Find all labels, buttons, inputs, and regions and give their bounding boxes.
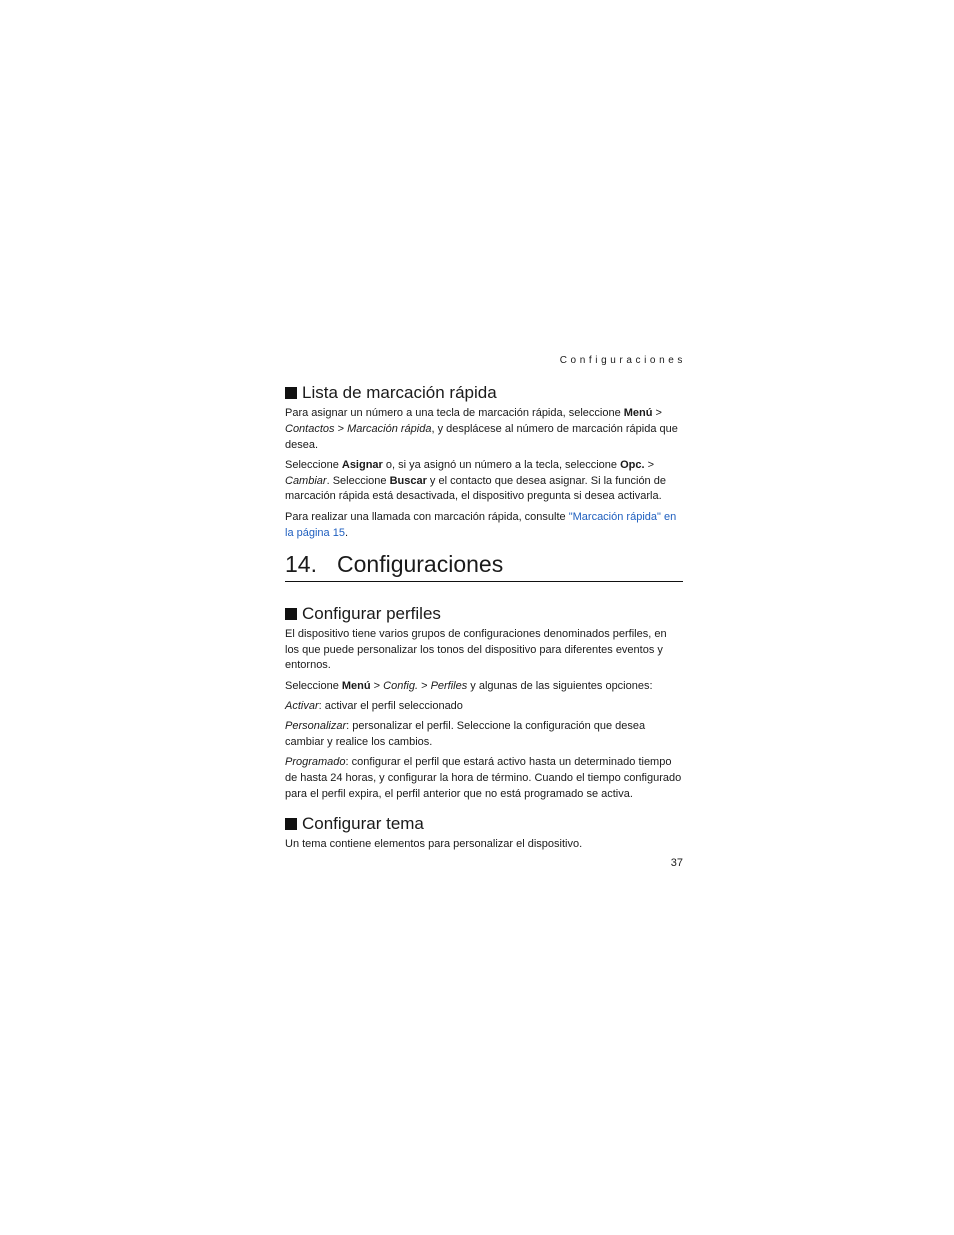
bullet-square-icon xyxy=(285,818,297,830)
running-header: Configuraciones xyxy=(559,355,686,366)
bullet-square-icon xyxy=(285,387,297,399)
section-heading-text: Lista de marcación rápida xyxy=(302,383,497,402)
chapter-title-text: Configuraciones xyxy=(337,550,504,577)
chapter-number: 14. xyxy=(285,550,317,577)
option-item: Personalizar: personalizar el perfil. Seleccione la configuración que desea cambiar y realice los cambios. xyxy=(285,720,646,749)
paragraph: Seleccione Menú > Config. > Perfiles y algunas de las siguientes opciones: xyxy=(285,679,653,692)
paragraph: Para realizar una llamada con marcación rápida, consulte "Marcación rápida" en la página 15. xyxy=(285,510,677,539)
section-heading-profiles xyxy=(285,603,683,625)
option-item: Activar: activar el perfil seleccionado xyxy=(285,700,463,713)
chapter-title xyxy=(285,549,683,582)
page-number: 37 xyxy=(670,857,683,869)
paragraph: Seleccione Asignar o, si ya asignó un número a la tecla, seleccione Opc. > Cambiar. Seleccione Buscar y el contacto que desea asignar. Si la función de marcación rápida está desactivada, el dispositivo pregunta si desea activarla. xyxy=(285,458,666,503)
section-heading-text: Configurar tema xyxy=(302,814,424,834)
section-heading-speed-dial xyxy=(285,382,683,404)
page-content xyxy=(285,352,686,858)
section-heading-text: Configurar perfiles xyxy=(302,603,441,623)
bullet-square-icon xyxy=(285,608,297,620)
paragraph: Para asignar un número a una tecla de marcación rápida, seleccione Menú > Contactos > Marcación rápida, y desplácese al número de marcación rápida que desea. xyxy=(285,407,678,451)
section-heading-theme xyxy=(285,813,683,835)
cross-reference-link[interactable]: "Marcación rápida" en la página 15 xyxy=(285,510,677,539)
paragraph: El dispositivo tiene varios grupos de configuraciones denominados perfiles, en los que puede personalizar los tonos del dispositivo para diferentes eventos y entornos. xyxy=(285,627,667,672)
paragraph: Un tema contiene elementos para personalizar el dispositivo. xyxy=(285,838,583,851)
option-item: Programado: configurar el perfil que estará activo hasta un determinado tiempo de hasta 24 horas, y configurar la hora de término. Cuando el tiempo configurado para el perfil expira, el perfil anterior que no está programado se activa. xyxy=(285,756,682,801)
